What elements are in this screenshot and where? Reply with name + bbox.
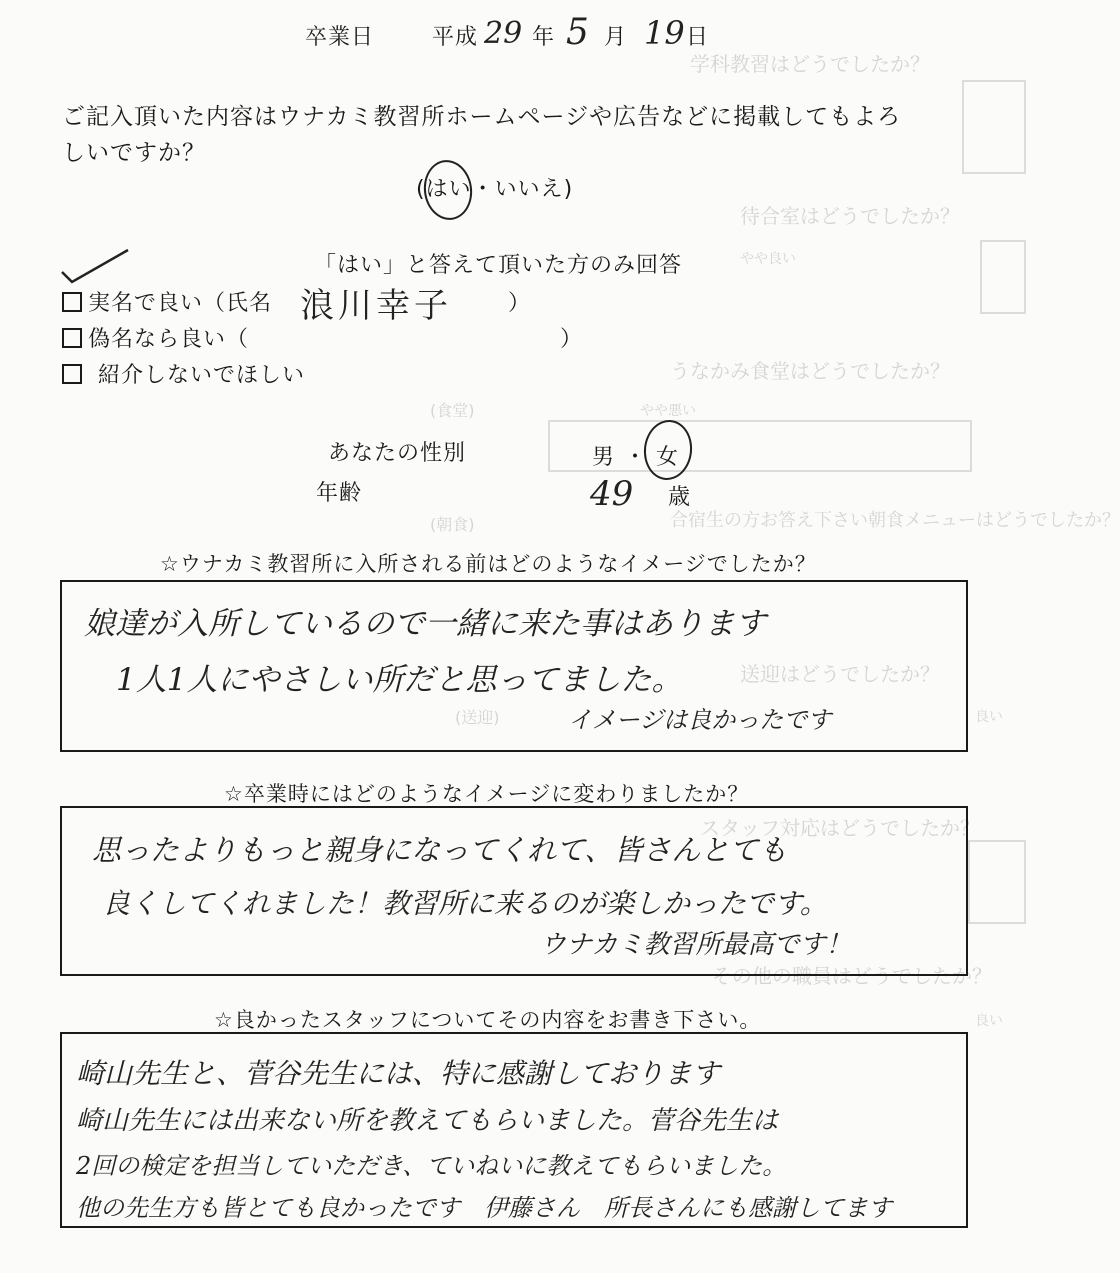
q2-question: ☆卒業時にはどのようなイメージに変わりましたか？ — [224, 782, 750, 806]
year-label: 年 — [532, 25, 556, 50]
consent-question-line2: しいですか？ — [62, 140, 206, 166]
ghost-box — [980, 240, 1026, 314]
age-label: 年齢 — [316, 481, 363, 506]
ghost-row: その他の職員はどうでしたか？ — [712, 964, 992, 988]
real-name-close-paren: ） — [508, 291, 532, 316]
option-no-intro-label: 紹介しないでほしい — [98, 363, 306, 388]
ghost-row: 合宿生の方お答え下さい朝食メニューはどうでしたか？ — [670, 510, 1120, 531]
month-label: 月 — [604, 25, 628, 50]
ghost-box — [962, 80, 1026, 174]
gender-female: 女 — [656, 445, 680, 470]
q3-question: ☆良かったスタッフについてその内容をお書き下さい。 — [214, 1008, 762, 1032]
pseudonym-close-paren: ） — [560, 327, 584, 352]
yes-section-heading: 「はい」と答えて頂いた方のみ回答 — [314, 253, 683, 278]
day-label: 日 — [686, 25, 710, 50]
q3-answer-line4: 他の先生方も皆とても良かったです 伊藤さん 所長さんにも感謝してます — [76, 1194, 892, 1222]
ghost-box — [968, 840, 1026, 924]
ghost-row: 待合室はどうでしたか？ — [740, 204, 960, 228]
age-unit: 歳 — [668, 485, 692, 510]
ghost-scale: 良い — [975, 1013, 1003, 1029]
ghost-tag: (食堂) — [430, 401, 475, 420]
gender-label: あなたの性別 — [328, 441, 467, 466]
era-label: 平成 — [432, 25, 479, 50]
ghost-scale: やや悪い — [640, 403, 696, 419]
option-no-intro[interactable] — [62, 358, 305, 389]
q3-answer-line2: 崎山先生には出来ない所を教えてもらいました。菅谷先生は — [76, 1106, 779, 1136]
checkbox-real-name[interactable] — [62, 292, 82, 312]
q2-answer-line1: 思ったよりもっと親身になってくれて、皆さんとても — [92, 833, 788, 867]
checkbox-pseudonym[interactable] — [62, 328, 82, 348]
gender-male: 男 — [592, 445, 616, 470]
year-value: 29 — [484, 16, 523, 51]
q1-answer-line1: 娘達が入所しているので一緒に来た事はあります — [84, 606, 766, 642]
q2-answer-line2: 良くしてくれました！教習所に来るのが楽しかったです。 — [102, 887, 828, 920]
ghost-tag: (送迎) — [455, 708, 500, 727]
month-value: 5 — [566, 12, 589, 53]
q2-answer-line3: ウナカミ教習所最高です！ — [540, 930, 852, 960]
real-name-value: 浪川幸子 — [300, 286, 452, 326]
ghost-scale: やや良い — [740, 251, 796, 267]
ghost-row: 学科教習はどうでしたか？ — [690, 52, 930, 76]
q3-answer-line3: 2回の検定を担当していただき、ていねいに教えてもらいました。 — [76, 1152, 787, 1180]
option-real-name[interactable] — [62, 286, 272, 317]
option-real-name-label: 実名で良い（氏名 — [88, 291, 273, 316]
gender-dot: ・ — [624, 445, 648, 470]
ghost-row: うなかみ食堂はどうでしたか？ — [670, 359, 950, 383]
age-value: 49 — [590, 474, 634, 514]
consent-question-line1: ご記入頂いた内容はウナカミ教習所ホームページや広告などに掲載してもよろ — [62, 104, 902, 130]
yes-selection-circle — [420, 157, 476, 223]
ghost-row: スタッフ対応はどうでしたか？ — [700, 816, 980, 840]
option-pseudonym-label: 偽名なら良い（ — [88, 327, 250, 352]
ghost-scale: 良い — [975, 709, 1003, 725]
q3-answer-line1: 崎山先生と、菅谷先生には、特に感謝しております — [76, 1057, 721, 1090]
day-value: 19 — [644, 14, 685, 52]
graduation-date-label: 卒業日 — [305, 25, 375, 50]
checkbox-no-intro[interactable] — [62, 364, 82, 384]
option-pseudonym[interactable] — [62, 322, 249, 353]
q1-answer-line3: イメージは良かったです — [568, 706, 832, 734]
consent-answer-options: (はい・いいえ) — [416, 177, 574, 202]
q1-answer-line2: 1人1人にやさしい所だと思ってました。 — [116, 662, 683, 698]
q1-question: ☆ウナカミ教習所に入所される前はどのようなイメージでしたか？ — [160, 552, 817, 576]
ghost-row: 送迎はどうでしたか？ — [740, 662, 940, 686]
ghost-tag: (朝食) — [430, 515, 475, 534]
